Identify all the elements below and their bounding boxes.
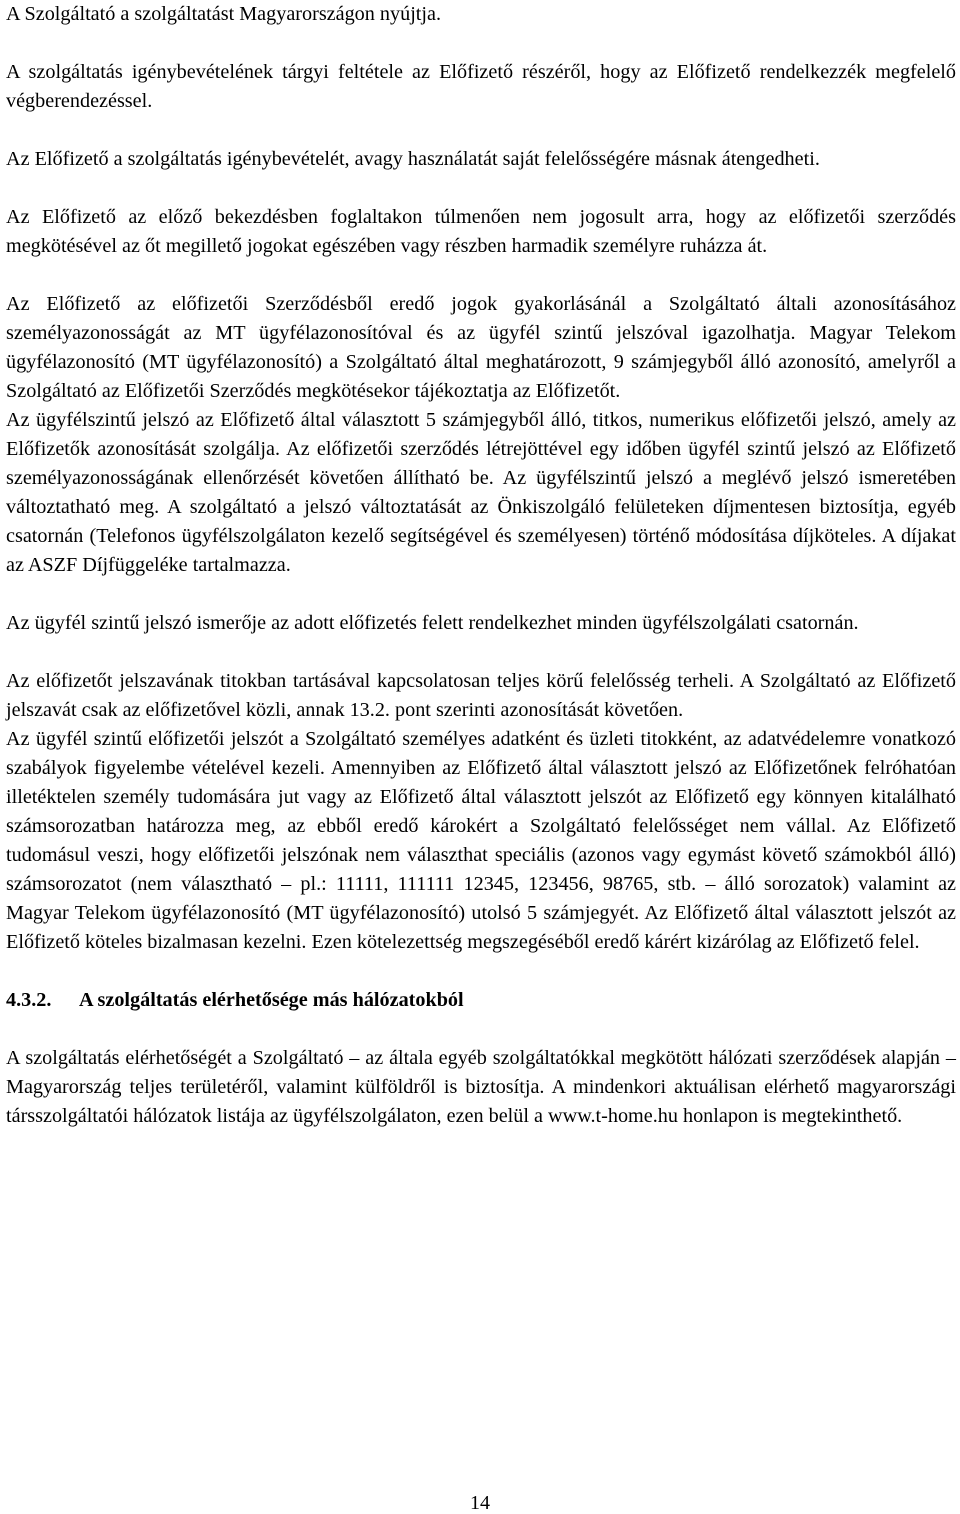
paragraph-password-handling: Az ügyfél szintű előfizetői jelszót a Szolgáltató személyes adatként és üzleti titokként, az adatvédelemre vonatkozó szabályok figyelembe vételével kezeli. Amennyiben az Előfizető által választott jelszó az Előfizetőnek felróhatóan illetéktelen személy tudomására jut vagy az Előfizető által választott jelszót az Előfizető egy könnyen kitalálható számsorozatban határozza meg, az ebből eredő károkért a Szolgáltató felelősséget nem vállal. Az Előfizető tudomásul veszi, hogy előfizetői jelszónak nem választhat speciális (azonos vagy egymást követő számokból álló) számsorozatot (nem választható – pl.: 11111, 111111 12345, 123456, 98765, stb. – álló sorozatok) valamint az Magyar Telekom ügyfélazonosító (MT ügyfélazonosító) utolsó 5 számjegyét. Az Előfizető által választott jelszót az Előfizető köteles bizalmasan kezelni. Ezen kötelezettség megszegéséből eredő kárért kizárólag az Előfizető felel. <box>6 728 956 953</box>
section-heading <box>6 986 956 1015</box>
page-number: 14 <box>470 1492 490 1514</box>
paragraph-service-location: A Szolgáltató a szolgáltatást Magyarországon nyújtja. <box>6 3 442 25</box>
section-number: 4.3.2. <box>6 989 52 1011</box>
paragraph-rights-assignment: Az Előfizető az előző bekezdésben foglaltakon túlmenően nem jogosult arra, hogy az előfizetői szerződés megkötésével az őt megillető jogokat egészében vagy részben harmadik személyre ruházza át. <box>6 206 956 257</box>
paragraph-customer-password: Az ügyfélszintű jelszó az Előfizető által választott 5 számjegyből álló, titkos, numerikus előfizetői jelszó, amely az Előfizetők azonosítását szolgálja. Az előfizetői szerződés létrejöttével egy időben ügyfél szintű jelszó az Előfizető személyazonosságának ellenőrzését követően állítható be. Az ügyfélszintű jelszó a meglévő jelszó ismeretében változtatható meg. A szolgáltató a jelszó változtatását az Önkiszolgáló felületeken díjmentesen biztosítja, egyéb csatornán (Telefonos ügyfélszolgálaton kezelő segítségével és személyesen) történő módosítása díjköteles. A díjakat az ASZF Díjfüggeléke tartalmazza. <box>6 409 956 576</box>
document-page <box>6 0 956 1131</box>
paragraph-password-responsibility: Az előfizetőt jelszavának titokban tartásával kapcsolatosan teljes körű felelősség terheli. A Szolgáltató az Előfizető jelszavát csak az előfizetővel közli, annak 13.2. pont szerinti azonosítását követően. <box>6 670 956 721</box>
paragraph-terminal-requirement: A szolgáltatás igénybevételének tárgyi feltétele az Előfizető részéről, hogy az Előfizető rendelkezzék megfelelő végberendezéssel. <box>6 61 956 112</box>
section-title: A szolgáltatás elérhetősége más hálózatokból <box>79 989 464 1011</box>
paragraph-identification: Az Előfizető az előfizetői Szerződésből eredő jogok gyakorlásánál a Szolgáltató általi azonosításához személyazonosságát az MT ügyfélazonosítóval és az ügyfél szintű jelszóval igazolhatja. Magyar Telekom ügyfélazonosító (MT ügyfélazonosító) a Szolgáltató által meghatározott, 9 számjegyből álló azonosító, amelyről a Szolgáltató az Előfizetői Szerződés megkötésekor tájékoztatja az Előfizetőt. <box>6 293 956 402</box>
paragraph-password-holder: Az ügyfél szintű jelszó ismerője az adott előfizetés felett rendelkezhet minden ügyfélszolgálati csatornán. <box>6 612 859 634</box>
paragraph-network-availability: A szolgáltatás elérhetőségét a Szolgáltató – az általa egyéb szolgáltatókkal megkötött hálózati szerződések alapján – Magyarország teljes területéről, valamint külföldről is biztosítja. A mindenkori aktuálisan elérhető magyarországi társszolgáltatói hálózatok listája az ügyfélszolgálaton, ezen belül a www.t-home.hu honlapon is megtekinthető. <box>6 1047 956 1127</box>
paragraph-service-transfer: Az Előfizető a szolgáltatás igénybevételét, avagy használatát saját felelősségére másnak átengedheti. <box>6 148 820 170</box>
